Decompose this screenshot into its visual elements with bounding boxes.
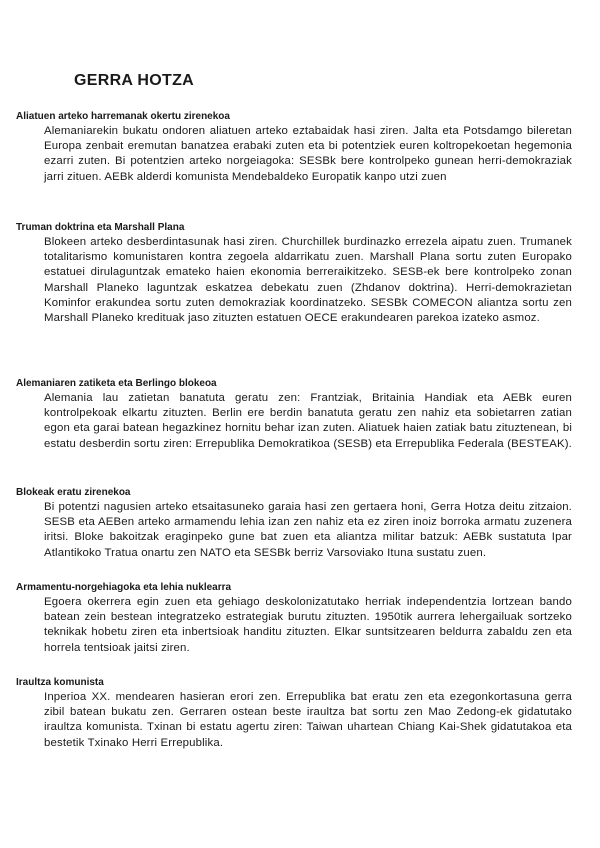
section-heading: Alemaniaren zatiketa eta Berlingo blokeoa	[16, 378, 217, 389]
page-title: GERRA HOTZA	[74, 72, 195, 89]
section-truman-marshall	[16, 221, 572, 326]
section-blokeak-eratu	[16, 486, 572, 561]
section-heading: Truman doktrina eta Marshall Plana	[16, 222, 185, 233]
section-heading: Blokeak eratu zirenekoa	[16, 487, 131, 498]
section-body: Inperioa XX. mendearen hasieran erori zen. Errepublika bat eratu zen eta ezegonkortasuna gerra zibil batean bukatu zen. Gerraren ostean beste iraultza bat sortu zen Mao Zedong-ek gidatutako iraultza komunista. Txinan bi estatu agertu ziren: Taiwan uhartean Chiang Kai-Shek gidatutakoa eta bestetik Txinako Herri Errepublika.	[44, 691, 572, 749]
section-armamentu-norgehiagoka	[16, 581, 572, 656]
section-body: Egoera okerrera egin zuen eta gehiago deskolonizatutako herriak independentzia lortzean bando batean zein bestean integratzeko estrategiak burutu zituzten. 1950tik aurrera lehergailuak sortzeko teknikak hobetu ziren eta inbertsioak handitu zituzten. Elkar suntsitzearen beldurra zabaldu zen eta horrela tentsioak jaitsi ziren.	[44, 596, 572, 654]
section-iraultza-komunista	[16, 676, 572, 751]
section-body: Alemaniarekin bukatu ondoren aliatuen arteko eztabaidak hasi ziren. Jalta eta Potsdamgo bileretan Europa zenbait eremutan banatzea erabaki zuten eta bi potentziek euren koltropekoetan hegemonia ezarri zuten. Bi potentzien arteko norgeiagoka: SESBk bere kontrolpeko gunean herri-demokraziak jarri zituen. AEBk alderdi komunista Mendebaldeko Europatik kanpo utzi zuen	[44, 125, 572, 183]
section-alemaniaren-zatiketa	[16, 377, 572, 452]
section-heading: Aliatuen arteko harremanak okertu zirenekoa	[16, 111, 230, 122]
section-heading: Iraultza komunista	[16, 677, 104, 688]
section-body: Alemania lau zatietan banatuta geratu zen: Frantziak, Britainia Handiak eta AEBk euren kontrolpekoak elkartu zituzten. Berlin ere berdin banatuta geratu zen nahiz eta sobietarren zatian egon eta garai batean hegazkinez hornitu behar izan zuten. Aliatuek haien zatiak batu zituztenean, bi estatu desberdin sortu ziren: Errepublika Demokratikoa (SESB) eta Errepublika Federala (BESTEAK).	[44, 392, 572, 450]
section-body: Bi potentzi nagusien arteko etsaitasuneko garaia hasi zen gertaera honi, Gerra Hotza deitu zitzaion. SESB eta AEBen arteko armamendu lehia izan zen nahiz eta ez ziren inoiz borroka armatu zuzenera iritsi. Bloke bakoitzak eraginpeko gune bat zuen eta aliantza militar batzuk: AEBk sustatuta Ipar Atlantikoko Tratua onartu zen NATO eta SESBk berriz Varsoviako Ituna sustatu zuen.	[44, 501, 572, 559]
section-body: Blokeen arteko desberdintasunak hasi ziren. Churchillek burdinazko errezela aipatu zuen. Trumanek totalitarismo komunistaren kontra zegoela aldarrikatu zuen. Marshall Plana sortu zuten Europako estatuei dirulaguntzak emateko haien ekonomia berreraikitzeko. SESB-ek bere kontrolpeko zonan Marshall Planeko laguntzak eskatzea debekatu zuen (Zhdanov doktrina). Herri-demokrazietan Kominfor erakundea sortu zuten demokraziak koordinatzeko. SESBk COMECON aliantza sortu zen Marshall Planeko kredituak jaso zituzten estatuen OECE erakundearen parekoa izateko asmoz.	[44, 236, 572, 325]
section-aliatuen-harremanak	[16, 110, 572, 185]
section-heading: Armamentu-norgehiagoka eta lehia nuklearra	[16, 582, 232, 593]
